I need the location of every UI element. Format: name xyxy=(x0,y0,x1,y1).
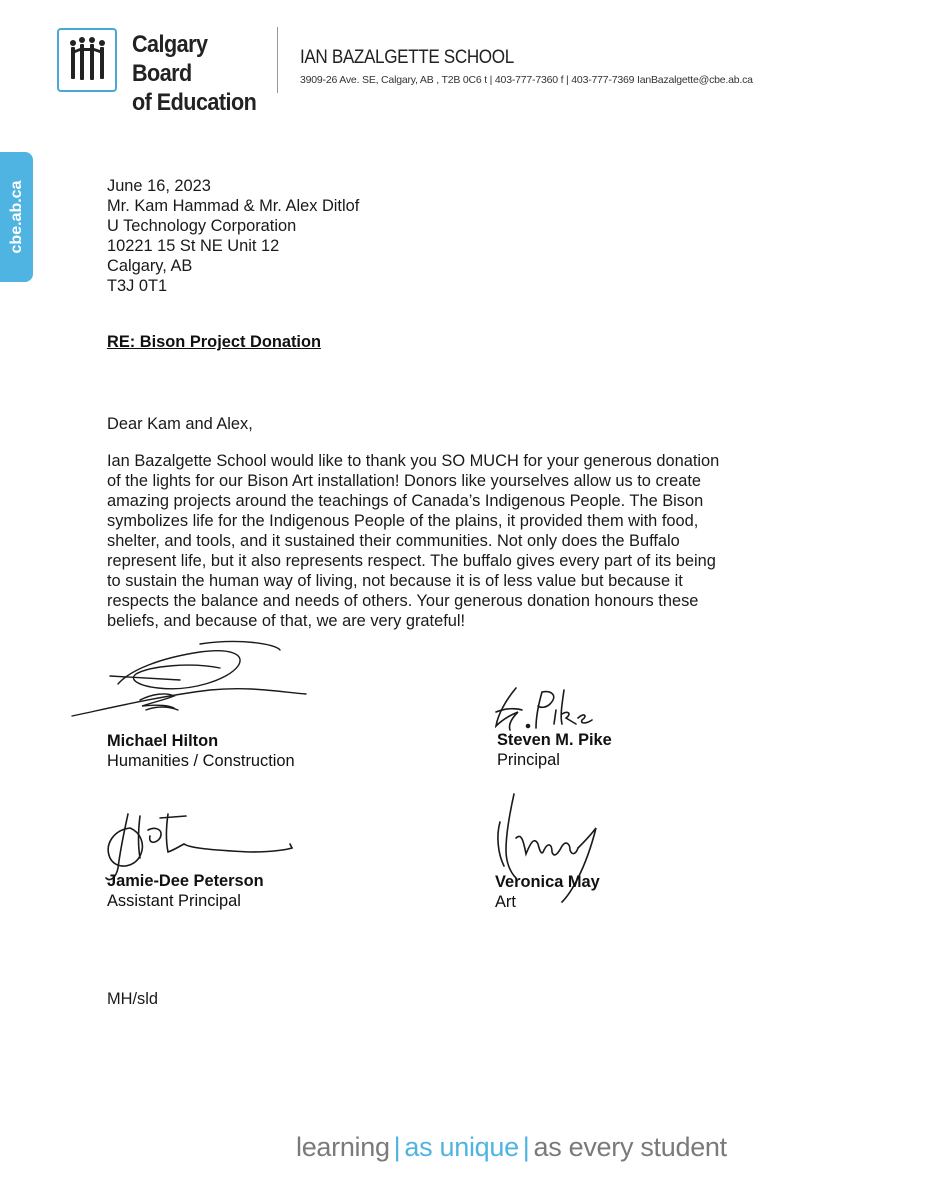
body-line: shelter, and tools, and it sustained their communities. Not only does the Buffalo xyxy=(107,532,680,550)
signatory-michael-hilton xyxy=(107,731,295,771)
cbe-logo xyxy=(57,28,117,92)
org-name-line2: of Education xyxy=(132,89,257,116)
signatory-steven-pike xyxy=(497,730,612,770)
website-side-tab xyxy=(0,152,33,282)
recipient-line: U Technology Corporation xyxy=(107,217,297,235)
footer-tagline xyxy=(296,1132,727,1163)
recipient-line: T3J 0T1 xyxy=(107,277,168,295)
signatory-jamie-dee-peterson xyxy=(107,871,264,911)
body-paragraph xyxy=(107,451,719,631)
address-block xyxy=(107,176,359,296)
body-line: of the lights for our Bison Art installation! Donors like yourselves allow us to create xyxy=(107,472,701,490)
recipient-line: 10221 15 St NE Unit 12 xyxy=(107,237,280,255)
signatory-name: Jamie-Dee Peterson xyxy=(107,872,264,890)
recipient-line: Mr. Kam Hammad & Mr. Alex Ditlof xyxy=(107,197,360,215)
greeting: Dear Kam and Alex, xyxy=(107,415,253,433)
header-divider xyxy=(277,27,278,93)
org-name-line1: Calgary Board xyxy=(132,31,208,87)
body-line: Ian Bazalgette School would like to thank you SO MUCH for your generous donation xyxy=(107,452,720,470)
organization-name xyxy=(132,30,267,117)
body-line: respects the balance and needs of others. Your generous donation honours these xyxy=(107,592,699,610)
signatory-title: Principal xyxy=(497,751,560,769)
tagline-part-learning: learning xyxy=(296,1132,390,1162)
recipient-line: Calgary, AB xyxy=(107,257,193,275)
body-line: symbolizes life for the Indigenous People of the plains, it provided them with food, xyxy=(107,512,699,530)
body-line: represent life, but it also represents respect. The buffalo gives every part of its being xyxy=(107,552,716,570)
signatory-name: Steven M. Pike xyxy=(497,731,612,749)
typist-initials: MH/sld xyxy=(107,990,158,1008)
subject-line: RE: Bison Project Donation xyxy=(107,333,321,351)
signatory-veronica-may xyxy=(495,872,600,912)
tagline-separator: | xyxy=(393,1132,401,1162)
body-line: amazing projects around the teachings of Canada’s Indigenous People. The Bison xyxy=(107,492,704,510)
body-line: beliefs, and because of that, we are very grateful! xyxy=(107,612,466,630)
tagline-separator: | xyxy=(522,1132,530,1162)
tagline-part-student: as every student xyxy=(533,1132,727,1162)
signatory-name: Michael Hilton xyxy=(107,732,219,750)
school-contact-info: 3909-26 Ave. SE, Calgary, AB , T2B 0C6 t | 403-777-7360 f | 403-777-7369 IanBazalgette@cbe.ab.ca xyxy=(300,74,753,86)
signatory-title: Assistant Principal xyxy=(107,892,241,910)
signatory-name: Veronica May xyxy=(495,873,600,891)
body-line: to sustain the human way of living, not because it is of less value but because it xyxy=(107,572,683,590)
letter-date: June 16, 2023 xyxy=(107,177,211,195)
figures-logo-icon xyxy=(65,34,111,88)
signatory-title: Humanities / Construction xyxy=(107,752,295,770)
side-tab-text: cbe.ab.ca xyxy=(7,180,25,254)
school-name: IAN BAZALGETTE SCHOOL xyxy=(300,47,514,68)
signatory-title: Art xyxy=(495,893,516,911)
signature-michael-hilton xyxy=(70,640,310,725)
signature-steven-pike xyxy=(492,682,602,737)
tagline-part-unique: as unique xyxy=(404,1132,519,1162)
